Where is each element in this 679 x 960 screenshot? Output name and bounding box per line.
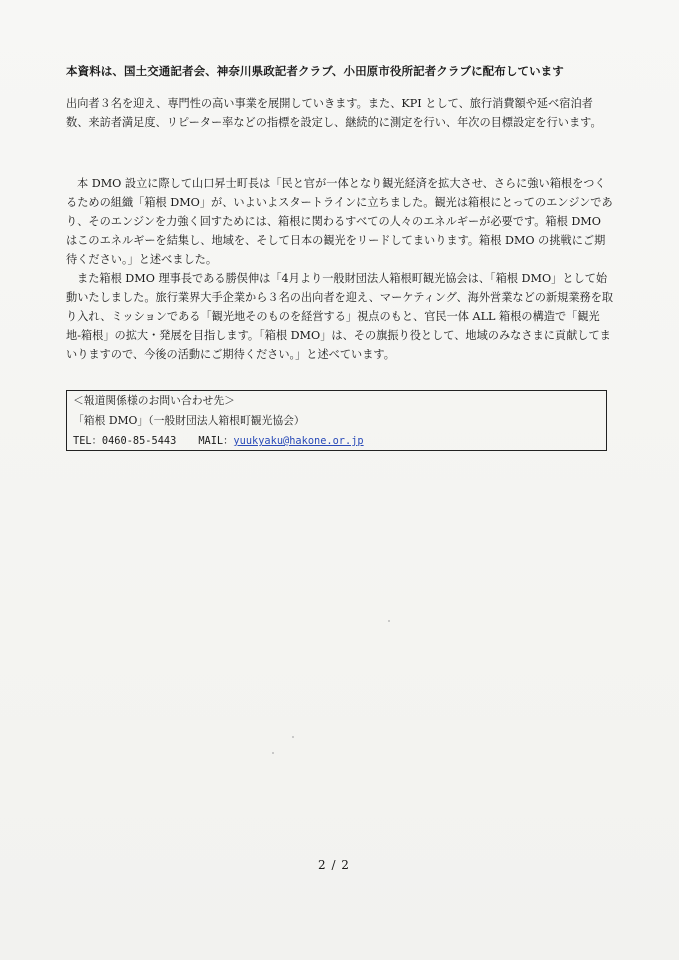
contact-title: ＜報道関係様のお問い合わせ先＞: [73, 394, 235, 407]
scan-speck: [272, 752, 274, 754]
body-paragraph-2: 本 DMO 設立に際して山口昇士町長は「民と官が一体となり観光経済を拡大させ、さらに強い箱根をつくるための組織「箱根 DMO」が、いよいよスタートラインに立ちました。観光は箱根にとってのエンジンであり、そのエンジンを力強く回すためには、箱根に関わるすべての人々のエネルギーが必要です。箱根 DMO はこのエネルギーを結集し、地域を、そして日本の観光をリードしてまいります。箱根 DMO の挑戦にご期待ください。」と述べました。: [66, 177, 613, 266]
tel-number: 0460-85-5443: [101, 435, 177, 447]
body-paragraph-1: 出向者３名を迎え、専門性の高い事業を展開していきます。また、KPI として、旅行消費額や延べ宿泊者数、来訪者満足度、リピーター率などの指標を設定し、継続的に測定を行い、年次の目標設定を行います。: [66, 97, 602, 129]
tel-label: TEL：: [73, 435, 102, 447]
scan-speck: [388, 620, 390, 622]
mail-label: MAIL：: [198, 435, 234, 447]
scan-speck: [292, 736, 294, 738]
contact-details: [73, 432, 364, 447]
contact-organization: 「箱根 DMO」（一般財団法人箱根町観光協会）: [73, 414, 305, 427]
press-contact-box: [66, 390, 607, 451]
email-link[interactable]: yuukyaku@hakone.or.jp: [233, 435, 364, 447]
page-number: 2 / 2: [318, 858, 350, 872]
distribution-note: 本資料は、国土交通記者会、神奈川県政記者クラブ、小田原市役所記者クラブに配布しています: [66, 64, 564, 78]
body-paragraph-3: また箱根 DMO 理事長である勝俣伸は「4月より一般財団法人箱根町観光協会は、「箱根 DMO」として始動いたしました。旅行業界大手企業から３名の出向者を迎え、マーケティング、海外営業などの新規業務を取り入れ、ミッションである「観光地そのものを経営する」視点のもと、官民一体 ALL 箱根の構造で「観光地-箱根」の拡大・発展を目指します。「箱根 DMO」は、その旗振り役として、地域のみなさまに貢献してまいりますので、今後の活動にご期待ください。」と述べています。: [66, 272, 614, 361]
